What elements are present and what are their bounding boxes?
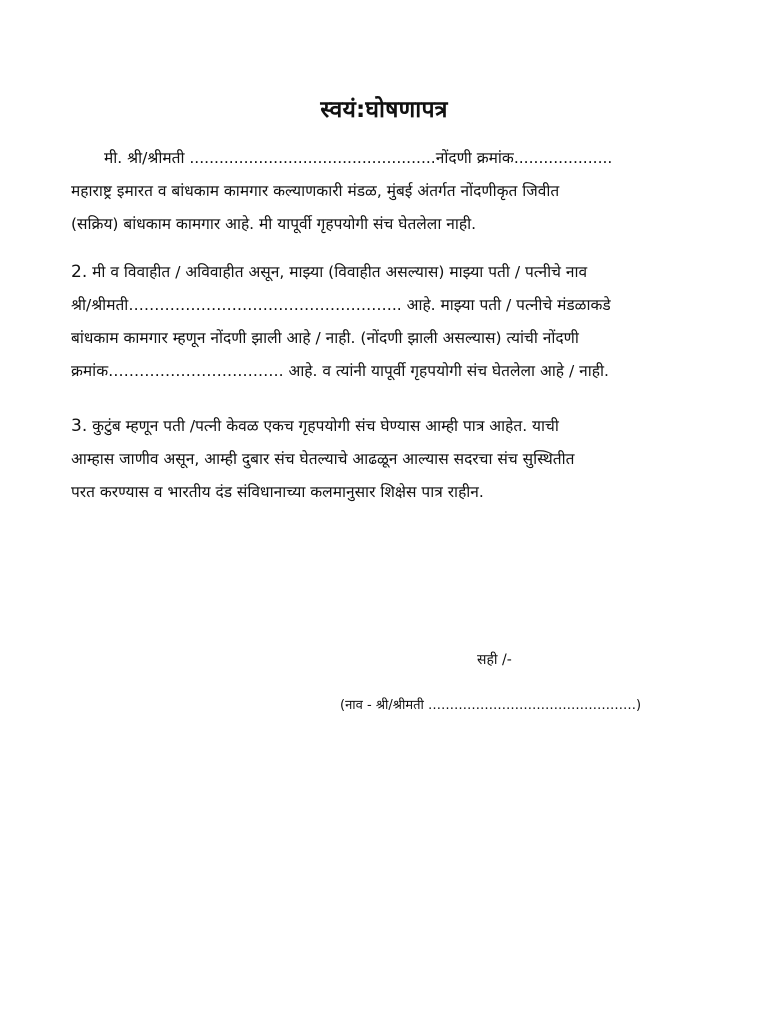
paragraph-2-number: 2. bbox=[71, 262, 88, 282]
paragraph-3-line-3: परत करण्यास व भारतीय दंड संविधानाच्या कलमानुसार शिक्षेस पात्र राहीन. bbox=[71, 483, 484, 501]
paragraph-3-line-1 bbox=[71, 410, 703, 443]
name-line: (नाव - श्री/श्रीमती …………………………………………) bbox=[340, 698, 642, 713]
paragraph-3-line-1-text: कुटुंब म्हणून पती /पत्नी केवळ एकच गृहपयोगी संच घेण्यास आम्ही पात्र आहेत. याची bbox=[87, 417, 559, 435]
paragraph-2-line-1 bbox=[71, 256, 703, 289]
paragraph-3-number: 3. bbox=[71, 416, 88, 436]
paragraph-3 bbox=[71, 410, 703, 509]
paragraph-1-line-1: मी. श्री/श्रीमती ..................................................नोंदणी क्रमांक.................... bbox=[104, 149, 613, 167]
document-title: स्वयं:घोषणापत्र bbox=[320, 97, 448, 123]
signature-label: सही /- bbox=[477, 652, 512, 668]
paragraph-2-line-3: बांधकाम कामगार म्हणून नोंदणी झाली आहे / नाही. (नोंदणी झाली असल्यास) त्यांची नोंदणी bbox=[71, 329, 579, 347]
paragraph-1 bbox=[71, 142, 703, 241]
paragraph-3-line-2: आम्हास जाणीव असून, आम्ही दुबार संच घेतल्याचे आढळून आल्यास सदरचा संच सुस्थितीत bbox=[71, 450, 575, 468]
paragraph-2-line-4: क्रमांक……………………………. आहे. व त्यांनी यापूर्वी गृहपयोगी संच घेतलेला आहे / नाही. bbox=[71, 362, 609, 380]
paragraph-1-line-2: महाराष्ट्र इमारत व बांधकाम कामगार कल्याणकारी मंडळ, मुंबई अंतर्गत नोंदणीकृत जिवीत bbox=[71, 182, 560, 200]
paragraph-2-line-2: श्री/श्रीमती…………………………………………….. आहे. माझ्या पती / पत्नीचे मंडळाकडे bbox=[71, 296, 611, 314]
paragraph-2-line-1-text: मी व विवाहीत / अविवाहीत असून, माझ्या (विवाहीत असल्यास) माझ्या पती / पत्नीचे नाव bbox=[87, 263, 588, 281]
paragraph-2 bbox=[71, 256, 703, 388]
paragraph-1-line-3: (सक्रिय) बांधकाम कामगार आहे. मी यापूर्वी गृहपयोगी संच घेतलेला नाही. bbox=[71, 215, 477, 233]
